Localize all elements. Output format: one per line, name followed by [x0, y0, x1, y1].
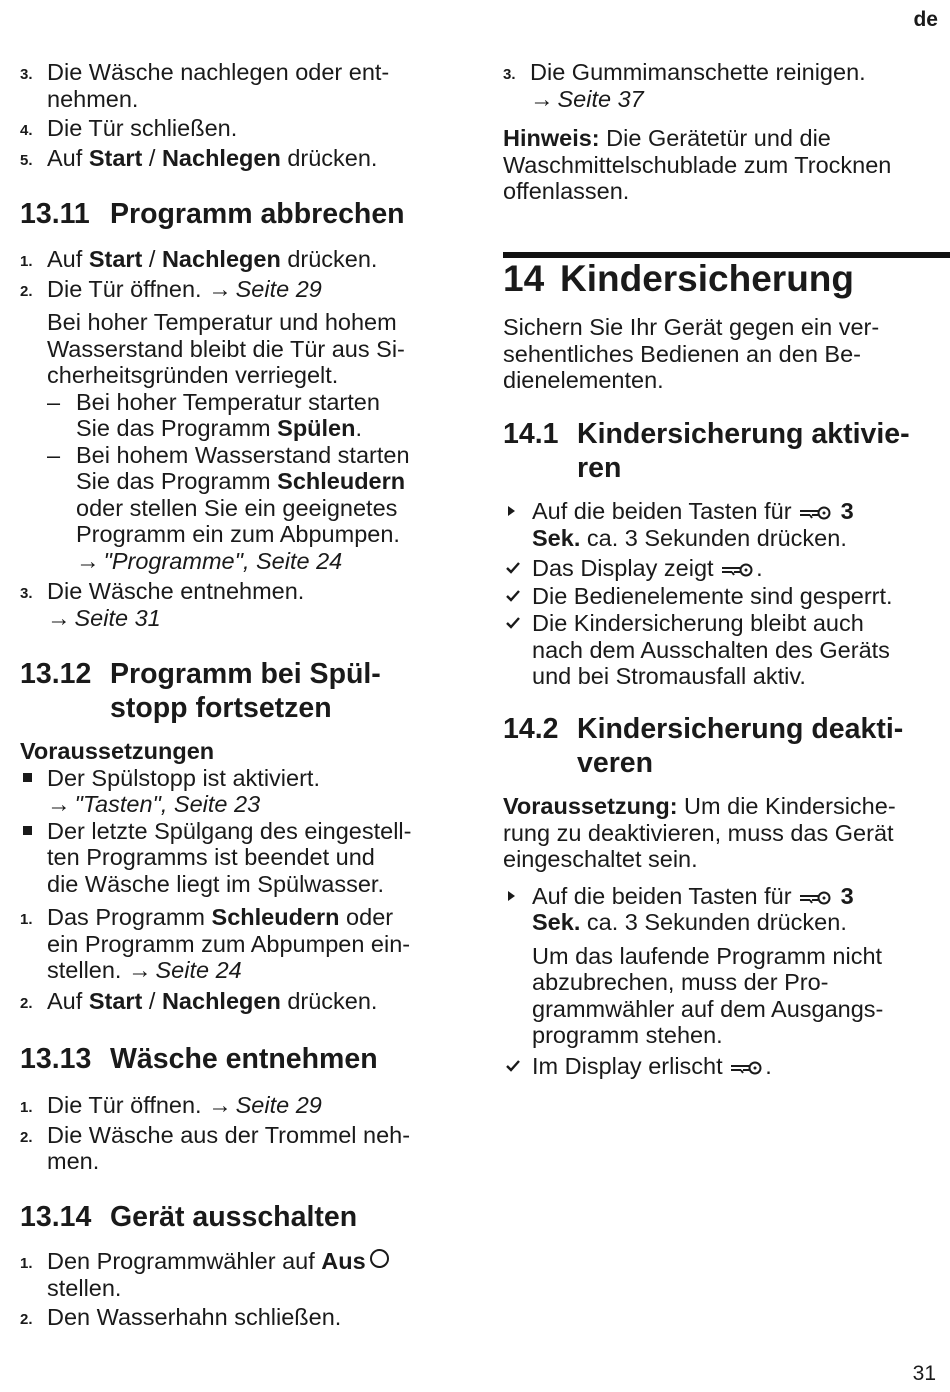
section-14-2 [503, 712, 938, 780]
section-14-1 [503, 417, 938, 485]
list-item: 5. Auf Start / Nachlegen drücken. [20, 144, 378, 171]
section-heading: 13.14 Gerät ausschalten [20, 1201, 358, 1233]
arrow-right-icon: → [208, 1092, 232, 1118]
page-number: 31 [912, 1362, 936, 1385]
requirements-label: Voraussetzungen [20, 738, 215, 764]
section-heading: 13.13 Wäsche entnehmen [20, 1043, 378, 1075]
list-item: 4. Die Tür schließen. [20, 115, 238, 141]
list-item: 2. Auf Start / Nachlegen drücken. [20, 987, 378, 1014]
list-item: 1. Das Programm Schleudern oder ein Programm zum Abpumpen ein- stellen. → Seite 24 [20, 904, 411, 983]
list-item: 1. Auf Start / Nachlegen drücken. [20, 246, 378, 272]
dash-item: – Bei hohem Wasserstand starten Sie das Programm Schleudern oder stellen Sie ein geeignetes Programm ein zum Abpumpen. → "Programme", Seite 24 [20, 442, 460, 575]
list-item: 3. Die Wäsche entnehmen. → Seite 31 [20, 578, 305, 631]
checkmark-icon [505, 560, 521, 576]
section-13-12 [20, 657, 460, 725]
checkmark-icon [505, 588, 521, 604]
page-reference[interactable]: → Seite 24 [128, 957, 242, 983]
arrow-right-icon: → [47, 604, 71, 631]
bullet-item: Der Spülstopp ist aktiviert. → "Tasten", Seite 23 [20, 765, 460, 818]
action-item: Auf die beiden Tasten für 3 Sek. ca. 3 Sekunden drücken. [503, 498, 938, 551]
section-13-14 [20, 1200, 460, 1234]
page-reference[interactable]: → Seite 31 [47, 604, 161, 631]
list-item: 2. Den Wasserhahn schließen. [20, 1304, 342, 1330]
arrow-right-icon: → [530, 85, 554, 112]
bullet-item: Der letzte Spülgang des eingestell- ten Programms ist beendet und die Wäsche liegt im Spülwasser. [20, 818, 460, 898]
list-item: 1. Die Tür öffnen. → Seite 29 [20, 1092, 322, 1118]
arrow-right-icon: → [76, 547, 100, 574]
page-reference[interactable]: → Seite 37 [530, 85, 644, 112]
result-item: Das Display zeigt . [503, 555, 938, 582]
list-item: 3. Die Wäsche nachlegen oder ent- nehmen. [20, 59, 390, 112]
page-reference[interactable]: → "Tasten", Seite 23 [47, 791, 261, 817]
key-icon [798, 505, 834, 521]
checkmark-icon [505, 1058, 521, 1074]
paragraph: Bei hoher Temperatur und hohem Wasserstand bleibt die Tür aus Si- cherheitsgründen verriegelt. [47, 309, 405, 388]
paragraph: Um das laufende Programm nicht abzubrechen, muss der Pro- grammwähler auf dem Ausgangs- programm stehen. [532, 942, 884, 1048]
section-heading: 14.2 Kindersicherung deakti- veren [503, 713, 904, 779]
section-13-12-body [20, 738, 460, 1014]
chapter-14-intro: Sichern Sie Ihr Gerät gegen ein ver- sehentliches Bedienen an den Be- dienelementen. [503, 314, 880, 393]
section-heading: 13.11 Programm abbrechen [20, 198, 405, 230]
list-item: 1. Den Programmwähler auf Aus stellen. [20, 1248, 460, 1301]
key-icon [729, 1060, 765, 1076]
result-item: Im Display erlischt . [503, 1053, 938, 1080]
page-reference[interactable]: → "Programme", Seite 24 [76, 547, 343, 574]
section-14-1-body [503, 498, 938, 690]
note-label: Hinweis: [503, 125, 600, 151]
section-13-13 [20, 1042, 460, 1076]
checkmark-icon [505, 615, 521, 631]
note: Hinweis: Die Gerätetür und die Waschmittelschublade zum Trocknen offenlassen. [503, 125, 892, 204]
arrow-right-icon: → [128, 957, 152, 983]
step-continued [503, 59, 938, 112]
dash-item: – Bei hoher Temperatur starten Sie das Programm Spülen. [20, 389, 460, 442]
section-heading: 14.1 Kindersicherung aktivie- ren [503, 418, 910, 484]
section-13-11 [20, 197, 460, 231]
requirement: Voraussetzung: Um die Kindersiche- rung zu deaktivieren, muss das Gerät eingeschaltet sein. [503, 793, 896, 872]
arrow-right-icon: → [47, 791, 71, 817]
list-item: 2. Die Tür öffnen. → Seite 29 [20, 275, 322, 302]
chapter-14 [503, 258, 938, 300]
section-14-2-body [503, 793, 938, 1079]
list-item: 3. Die Gummimanschette reinigen. → Seite 37 [503, 59, 866, 112]
page-reference[interactable]: → Seite 29 [208, 1092, 322, 1118]
page-reference[interactable]: → Seite 29 [208, 275, 322, 302]
section-13-14-steps [20, 1248, 460, 1331]
key-icon [720, 562, 756, 578]
language-tag: de [913, 8, 938, 31]
list-item: 2. Die Wäsche aus der Trommel neh- men. [20, 1121, 411, 1174]
action-item: Auf die beiden Tasten für 3 Sek. ca. 3 Sekunden drücken. [503, 883, 938, 936]
result-item: Die Bedienelemente sind gesperrt. [503, 583, 938, 610]
result-item: Die Kindersicherung bleibt auch nach dem Ausschalten des Geräts und bei Stromausfall aktiv. [503, 610, 938, 690]
section-13-13-steps [20, 1092, 460, 1175]
chapter-heading: 14 Kindersicherung [503, 258, 854, 299]
off-circle-icon [370, 1249, 389, 1268]
section-13-11-steps [20, 246, 460, 631]
section-heading: 13.12 Programm bei Spül- stopp fortsetzen [20, 658, 381, 724]
key-icon [798, 890, 834, 906]
arrow-right-icon: → [208, 275, 232, 302]
steps-continued [20, 59, 460, 171]
